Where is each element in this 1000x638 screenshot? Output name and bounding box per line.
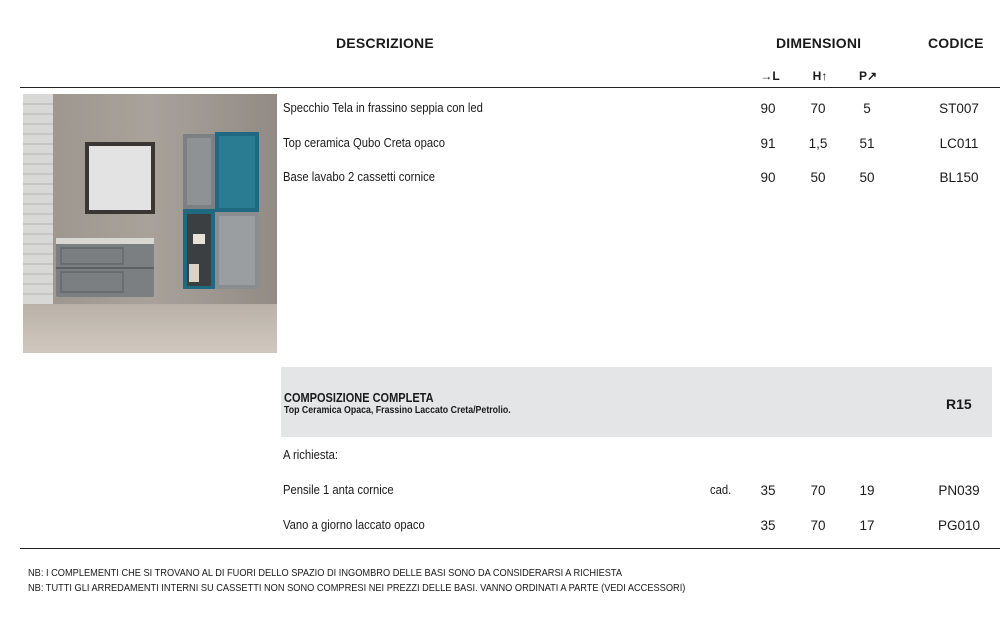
- request-item-dim-p: 17: [859, 518, 875, 533]
- footer-rule: [20, 548, 1000, 549]
- header-dim-p: P↗: [858, 69, 878, 83]
- item-code: LC011: [939, 136, 979, 151]
- item-desc: Top ceramica Qubo Creta opaco: [283, 136, 445, 150]
- item-code: ST007: [939, 101, 979, 116]
- item-desc: Specchio Tela in frassino seppia con led: [283, 101, 483, 115]
- product-image: [23, 94, 277, 353]
- item-dim-h: 70: [810, 101, 826, 116]
- header-dimensioni: DIMENSIONI: [776, 35, 862, 51]
- note-line: NB: I COMPLEMENTI CHE SI TROVANO AL DI FUORI DELLO SPAZIO DI INGOMBRO DELLE BASI SONO DA CONSIDERARSI A RICHIESTA: [28, 567, 623, 579]
- header-rule: [20, 87, 1000, 88]
- header-codice: CODICE: [928, 35, 984, 51]
- item-dim-l: 90: [760, 101, 776, 116]
- header-descrizione: DESCRIZIONE: [336, 35, 434, 51]
- item-dim-l: 91: [760, 136, 776, 151]
- item-dim-l: 90: [760, 170, 776, 185]
- composition-code: R15: [946, 396, 972, 412]
- request-item-code: PN039: [938, 483, 980, 498]
- composition-subtitle: Top Ceramica Opaca, Frassino Laccato Creta/Petrolio.: [284, 405, 511, 416]
- request-item-unit: cad.: [710, 483, 732, 497]
- request-item-dim-h: 70: [810, 483, 826, 498]
- item-dim-p: 51: [859, 136, 875, 151]
- header-dim-l: →L: [760, 69, 780, 83]
- request-item-dim-p: 19: [859, 483, 875, 498]
- request-item-dim-h: 70: [810, 518, 826, 533]
- header-dim-h: H↑: [812, 69, 828, 83]
- item-code: BL150: [939, 170, 979, 185]
- note-line: NB: TUTTI GLI ARREDAMENTI INTERNI SU CASSETTI NON SONO COMPRESI NEI PREZZI DELLE BASI. VANNO ORDINATI A PARTE (VEDI ACCESSORI): [28, 582, 686, 594]
- item-dim-p: 5: [863, 101, 871, 116]
- on-request-label: A richiesta:: [283, 448, 339, 462]
- item-desc: Base lavabo 2 cassetti cornice: [283, 170, 435, 184]
- request-item-dim-l: 35: [760, 483, 776, 498]
- item-dim-h: 50: [810, 170, 826, 185]
- composition-title: COMPOSIZIONE COMPLETA: [284, 391, 434, 405]
- item-dim-h: 1,5: [808, 136, 828, 151]
- request-item-desc: Vano a giorno laccato opaco: [283, 518, 425, 532]
- request-item-desc: Pensile 1 anta cornice: [283, 483, 394, 497]
- request-item-dim-l: 35: [760, 518, 776, 533]
- request-item-code: PG010: [937, 518, 981, 533]
- item-dim-p: 50: [859, 170, 875, 185]
